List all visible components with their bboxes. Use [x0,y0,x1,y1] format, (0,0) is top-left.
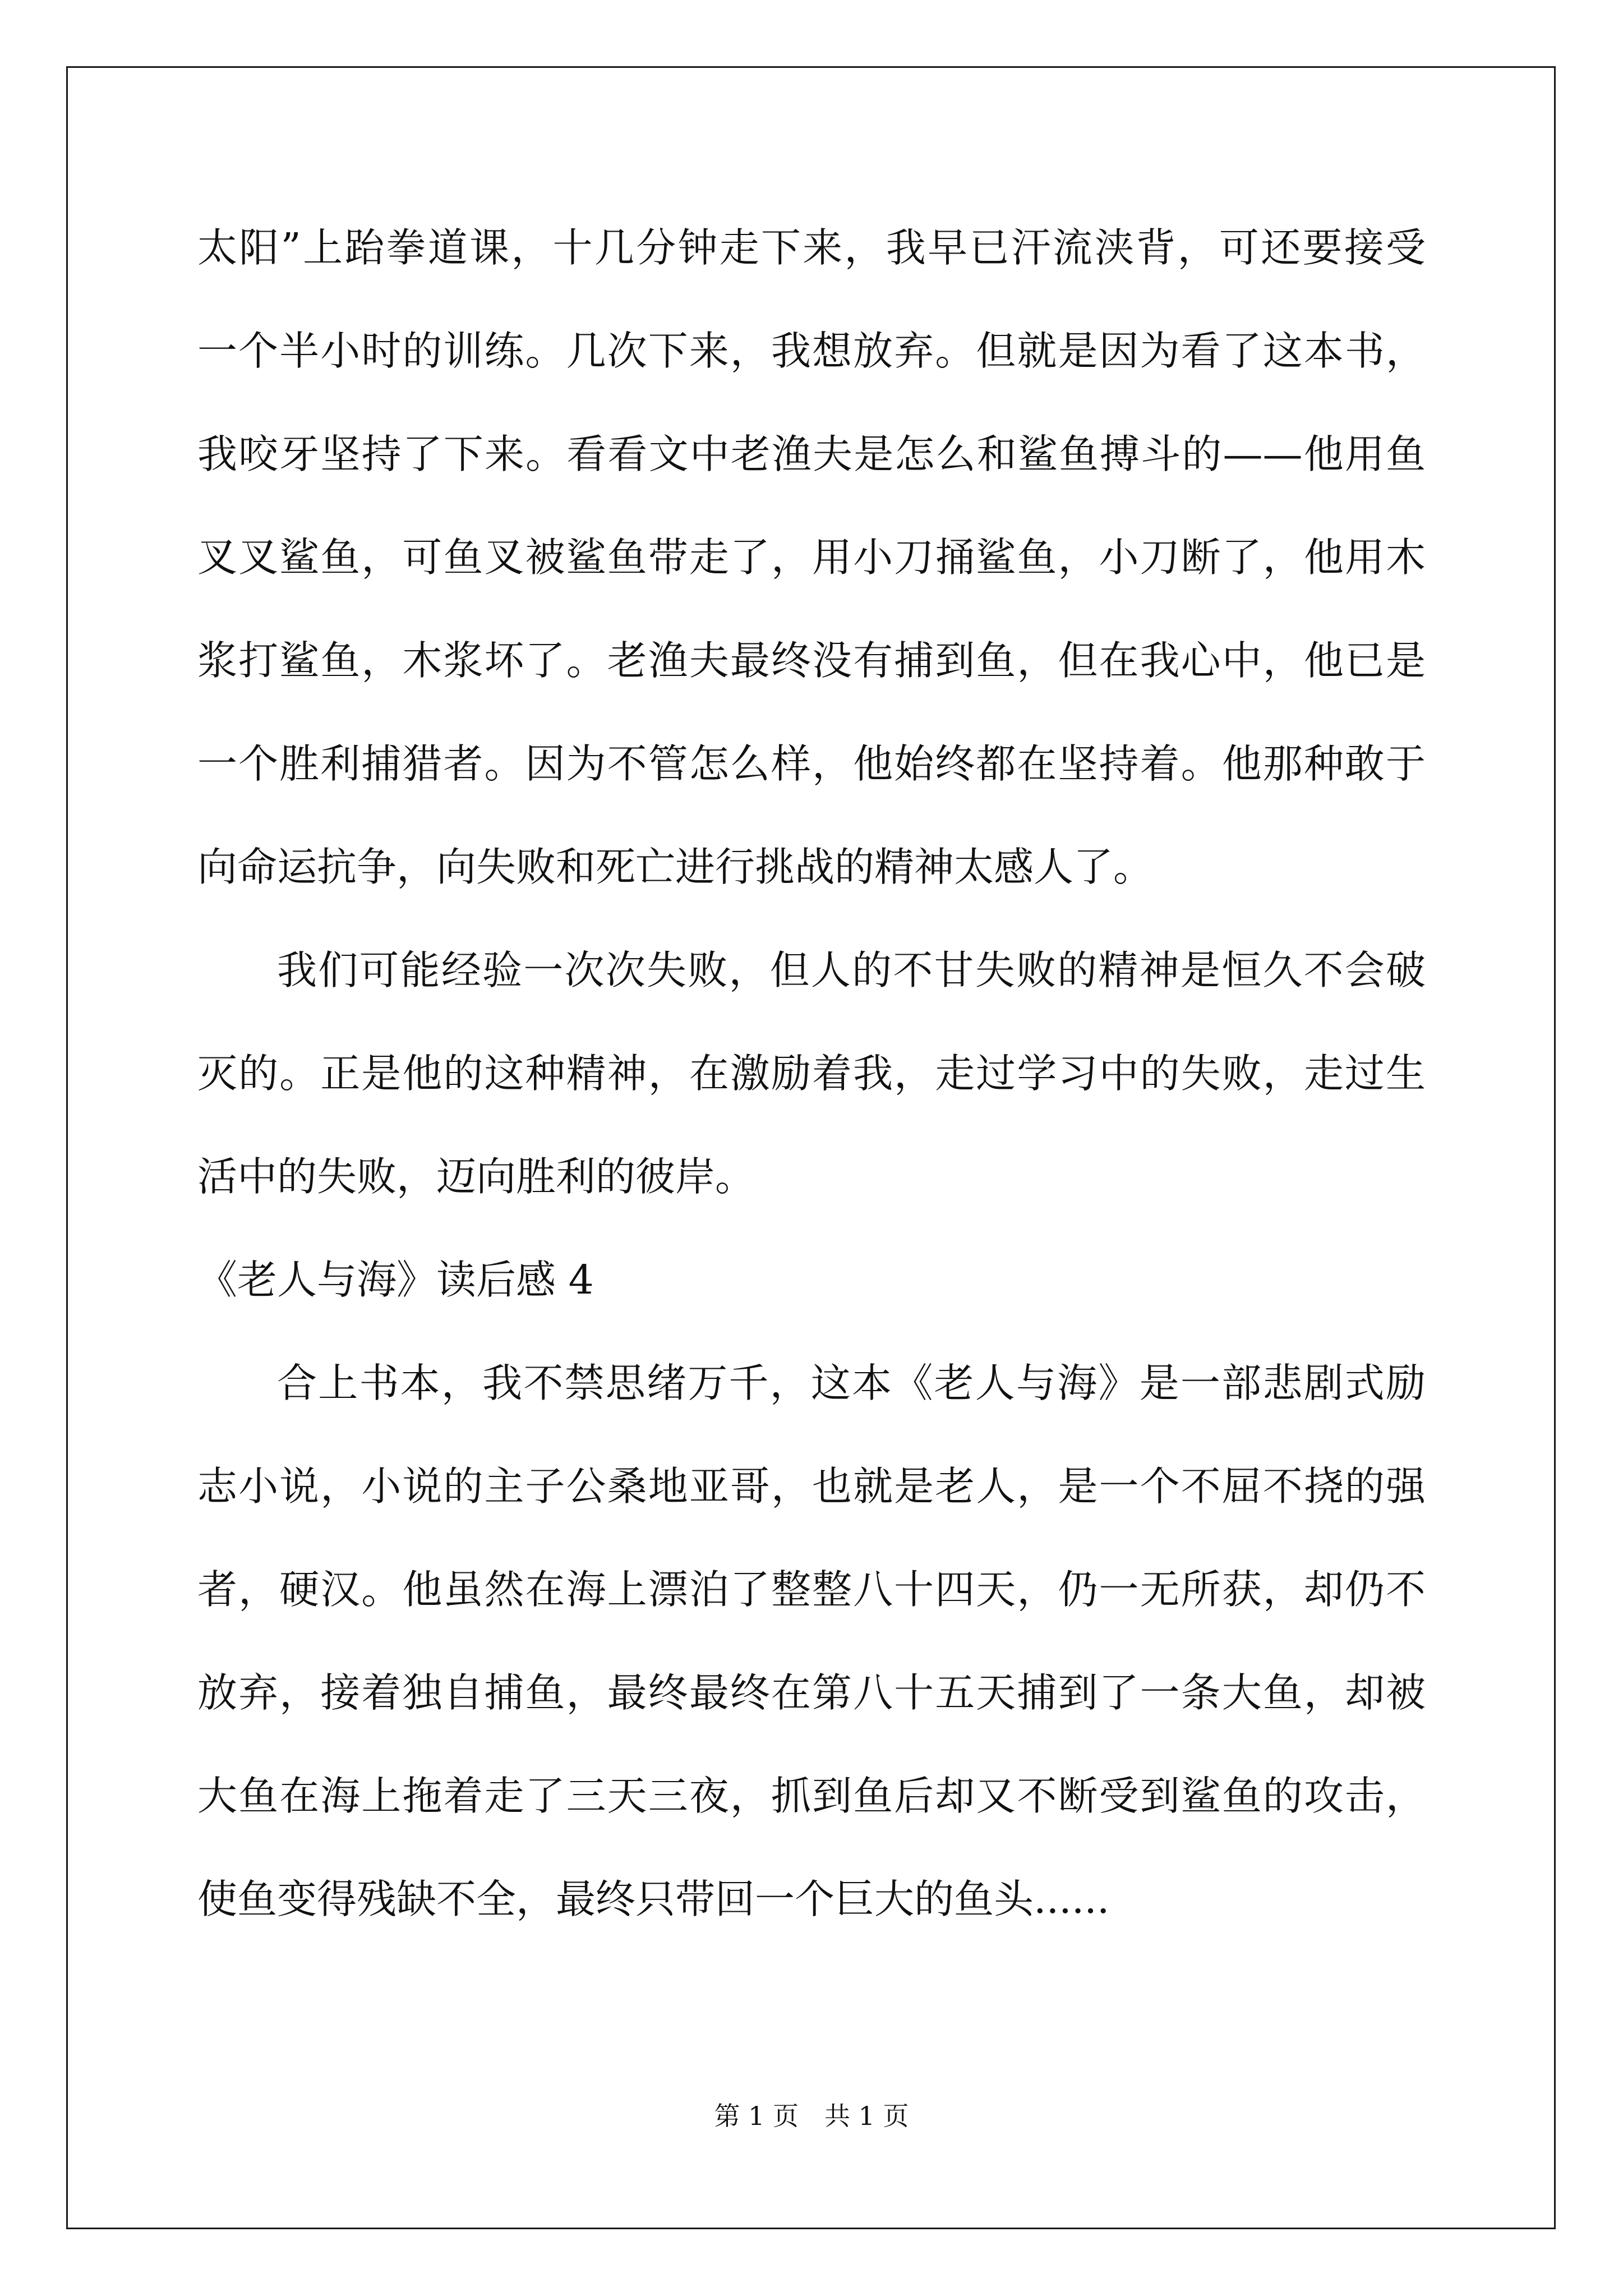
text-line: 志小说，小说的主子公桑地亚哥，也就是老人，是一个不屈不挠的强 [197,1463,1426,1510]
text-line: 我咬牙坚持了下来。看看文中老渔夫是怎么和鲨鱼搏斗的——他用鱼 [197,431,1426,477]
text-line: 太阳”上跆拳道课，十几分钟走下来，我早已汗流浃背，可还要接受 [197,224,1426,271]
text-line: 一个半小时的训练。几次下来，我想放弃。但就是因为看了这本书， [197,328,1426,374]
text-line: 放弃，接着独自捕鱼，最终最终在第八十五天捕到了一条大鱼，却被 [197,1669,1426,1716]
text-line: 我们可能经验一次次失败，但人的不甘失败的精神是恒久不会破 [277,947,1426,993]
text-line: 灭的。正是他的这种精神，在激励着我，走过学习中的失败，走过生 [197,1050,1426,1097]
paragraph-3 [197,1355,1426,1975]
text-line: 者，硬汉。他虽然在海上漂泊了整整八十四天，仍一无所获，却仍不 [197,1566,1426,1613]
text-line: 活中的失败，迈向胜利的彼岸。 [197,1153,755,1200]
paragraph-1 [197,220,1426,942]
document-body [197,220,1426,1975]
text-line: 合上书本，我不禁思绪万千，这本《老人与海》是一部悲剧式励 [277,1360,1426,1406]
paragraph-2 [197,942,1426,1252]
text-line: 向命运抗争，向失败和死亡进行挑战的精神太感人了。 [197,844,1154,890]
text-line: 使鱼变得残缺不全，最终只带回一个巨大的鱼头...... [197,1876,1110,1922]
text-line: 大鱼在海上拖着走了三天三夜，抓到鱼后却又不断受到鲨鱼的攻击， [197,1773,1426,1819]
page-footer: 第 1 页 共 1 页 [714,2101,909,2131]
text-line: 叉叉鲨鱼，可鱼叉被鲨鱼带走了，用小刀捅鲨鱼，小刀断了，他用木 [197,534,1426,581]
text-line: 一个胜利捕猎者。因为不管怎么样，他始终都在坚持着。他那种敢于 [197,740,1426,787]
text-line: 浆打鲨鱼，木浆坏了。老渔夫最终没有捕到鱼，但在我心中，他已是 [197,637,1426,684]
section-heading: 《老人与海》读后感 4 [197,1257,594,1303]
